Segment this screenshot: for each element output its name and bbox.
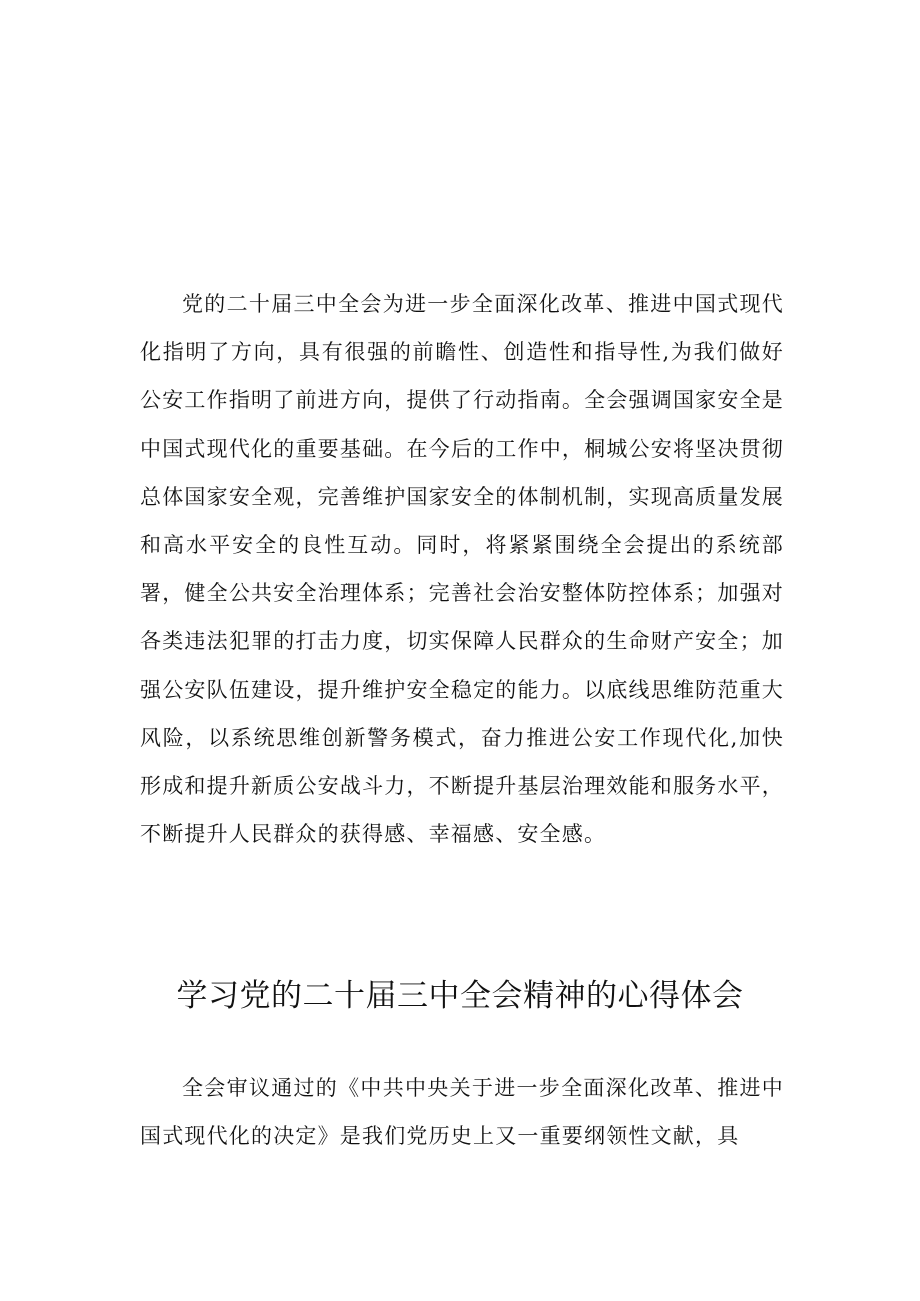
body-paragraph-2: 全会审议通过的《中共中央关于进一步全面深化改革、推进中国式现代化的决定》是我们党历史上又一重要纲领性文献，具 — [140, 1076, 784, 1149]
section-heading: 学习党的二十届三中全会精神的心得体会 — [176, 978, 744, 1014]
body-paragraph-1: 党的二十届三中全会为进一步全面深化改革、推进中国式现代化指明了方向，具有很强的前瞻性、创造性和指导性,为我们做好公安工作指明了前进方向，提供了行动指南。全会强调国家安全是中国式现代化的重要基础。在今后的工作中，桐城公安将坚决贯彻总体国家安全观，完善维护国家安全的体制机制，实现高质量发展和高水平安全的良性互动。同时，将紧紧围绕全会提出的系统部署，健全公共安全治理体系；完善社会治安整体防控体系；加强对各类违法犯罪的打击力度，切实保障人民群众的生命财产安全；加强公安队伍建设，提升维护安全稳定的能力。以底线思维防范重大风险，以系统思维创新警务模式，奋力推进公安工作现代化,加快形成和提升新质公安战斗力，不断提升基层治理效能和服务水平，不断提升人民群众的获得感、幸福感、安全感。 — [140, 292, 784, 847]
